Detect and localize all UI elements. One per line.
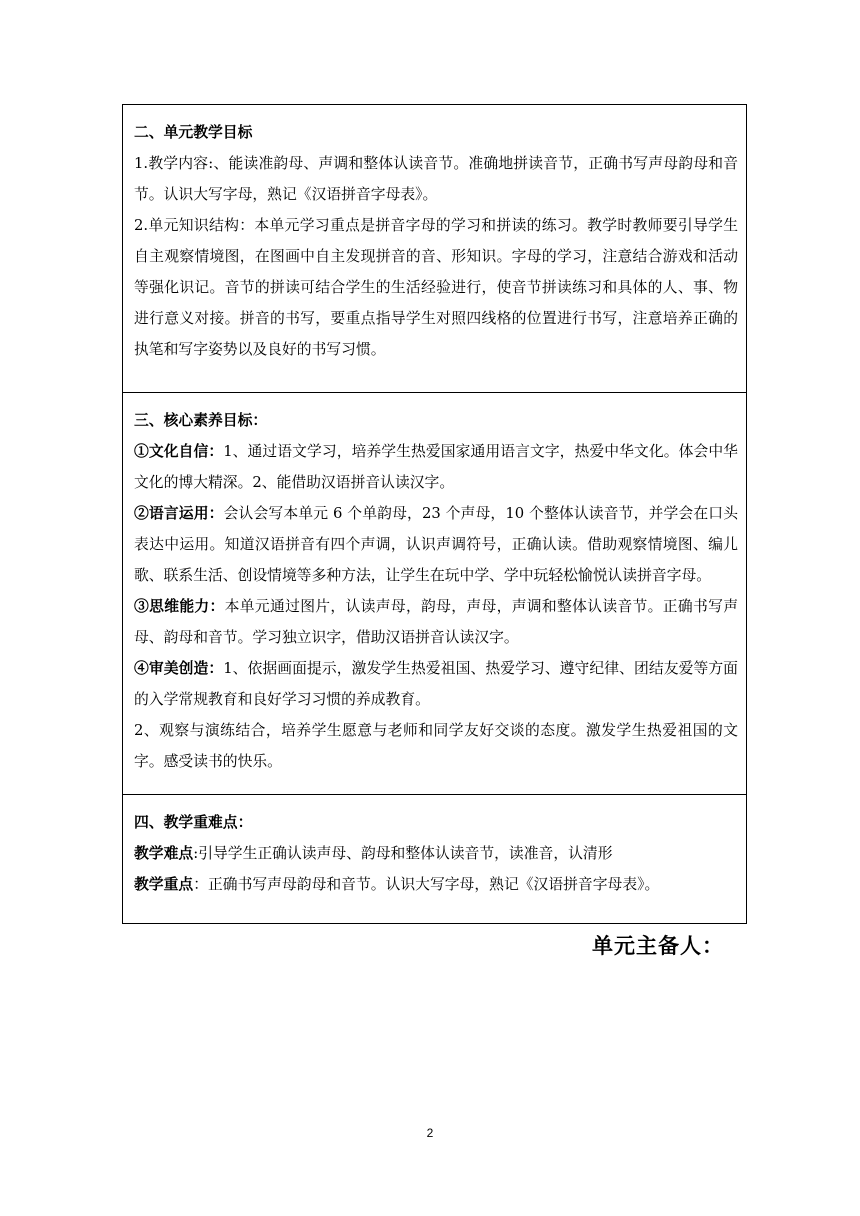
item-text: 本单元通过图片，认读声母，韵母，声母，声调和整体认读音节。正确书写声母、韵母和音节。学习独立识字，借助汉语拼音认读汉字。 [134,598,738,646]
unit-preparer-label: 单元主备人： [592,933,724,958]
item-label: ③思维能力： [134,598,225,615]
teaching-content-paragraph: 1.教学内容:、能读准韵母、声调和整体认读音节。准确地拼读音节，正确书写声母韵母和音节。认识大写字母，熟记《汉语拼音字母表》。 [134,155,738,203]
key-point-paragraph [134,869,738,900]
item-text: 1、通过语文学习，培养学生热爱国家通用语言文字，热爱中华文化。体会中华文化的博大精深。2、能借助汉语拼音认读汉字。 [134,443,738,491]
item-text: 1、依据画面提示，激发学生热爱祖国、热爱学习、遵守纪律、团结友爱等方面的入学常规教育和良好学习习惯的养成教育。 [134,660,738,708]
key-difficult-points-section [123,794,746,923]
item-label: ②语言运用： [134,505,224,522]
item-text: ：正确书写声母韵母和音节。认识大写字母，熟记《汉语拼音字母表》。 [193,876,660,893]
unit-teaching-goals-section [123,105,746,392]
item-text: 会认会写本单元 6 个单韵母，23 个声母，10 个整体认读音节，并学会在口头表达中运用。知道汉语拼音有四个声调，认识声调符号，正确认读。借助观察情境图、编儿歌、联系生活、创设情境等多种方法，让学生在玩中学、学中玩轻松愉悦认读拼音字母。 [134,505,738,584]
item-text: :引导学生正确认读声母、韵母和整体认读音节，读准音，认清形 [193,845,613,862]
lesson-plan-table [122,104,747,924]
aesthetic-extra-paragraph: 2、观察与演练结合，培养学生愿意与老师和同学友好交谈的态度。激发学生热爱祖国的文字。感受读书的快乐。 [134,722,738,770]
item-label: ④审美创造： [134,660,224,677]
language-use-paragraph [134,498,738,591]
difficult-point-paragraph [134,838,738,869]
cultural-confidence-paragraph [134,436,738,498]
section-heading: 三、核心素养目标： [134,412,268,429]
section-heading: 四、教学重难点： [134,814,253,831]
section-heading: 二、单元教学目标 [134,124,253,141]
knowledge-structure-paragraph: 2.单元知识结构：本单元学习重点是拼音字母的学习和拼读的练习。教学时教师要引导学生自主观察情境图，在图画中自主发现拼音的音、形知识。字母的学习，注意结合游戏和活动等强化识记。音节的拼读可结合学生的生活经验进行，使音节拼读练习和具体的人、事、物进行意义对接。拼音的书写，要重点指导学生对照四线格的位置进行书写，注意培养正确的执笔和写字姿势以及良好的书写习惯。 [134,217,738,358]
item-label: 教学难点 [134,845,194,862]
item-label: 教学重点 [134,876,194,893]
aesthetic-creation-paragraph [134,653,738,715]
core-literacy-goals-section [123,392,746,794]
page-number: 2 [426,1126,434,1140]
thinking-ability-paragraph [134,591,738,653]
item-label: ①文化自信： [134,443,224,460]
